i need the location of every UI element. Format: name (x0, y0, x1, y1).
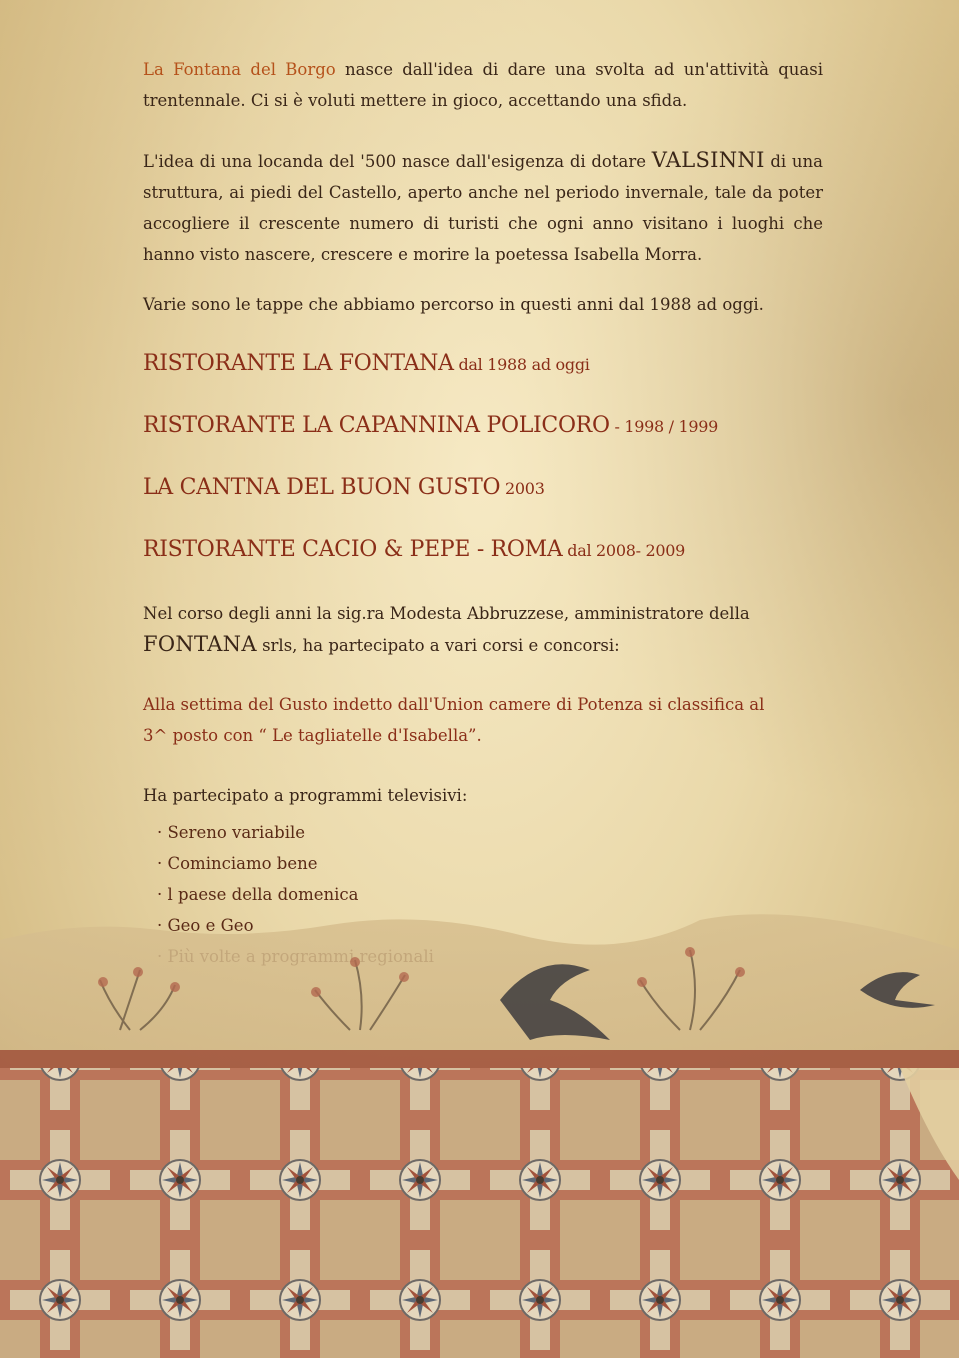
stages-intro: Varie sono le tappe che abbiamo percorso in questi anni dal 1988 ad oggi. (143, 295, 764, 314)
venue-name: RISTORANTE LA FONTANA (143, 351, 454, 376)
history-text-before: L'idea di una locanda del '500 nasce dall'esigenza di dotare (143, 152, 652, 171)
courses-text-after: srls, ha partecipato a vari corsi e concorsi: (256, 636, 620, 655)
venue-item (143, 350, 823, 379)
tv-heading: Ha partecipato a programmi televisivi: (143, 786, 468, 805)
company-name: FONTANA (143, 632, 257, 656)
page-content (143, 54, 823, 972)
venue-item (143, 536, 823, 565)
intro-paragraph (143, 54, 823, 116)
venue-name: RISTORANTE CACIO & PEPE - ROMA (143, 537, 563, 562)
venue-item (143, 412, 823, 441)
fresco-decoration (0, 880, 959, 1358)
tv-program-item: · Sereno variabile (157, 823, 306, 842)
venue-period: 2003 (500, 479, 545, 498)
intro-text: nasce dall'idea di dare una svolta ad un'attività quasi trentennale. Ci si è voluti mettere in gioco, accettando una sfida. (143, 60, 823, 110)
tv-program-item: · Cominciamo bene (157, 854, 318, 873)
courses-text-before: Nel corso degli anni la sig.ra Modesta Abbruzzese, amministratore della (143, 604, 750, 623)
venue-name: RISTORANTE LA CAPANNINA POLICORO (143, 413, 610, 438)
courses-paragraph (143, 598, 823, 661)
history-paragraph (143, 145, 823, 270)
tv-program-item: · Geo e Geo (157, 916, 254, 935)
brand-name: La Fontana del Borgo (143, 60, 336, 79)
venue-item (143, 474, 823, 503)
venue-name: LA CANTNA DEL BUON GUSTO (143, 475, 501, 500)
tv-program-item: · l paese della domenica (157, 885, 359, 904)
venue-period: - 1998 / 1999 (609, 417, 719, 436)
town-name: VALSINNI (651, 148, 765, 172)
venues-list (143, 350, 823, 565)
history-text-after: di una struttura, ai piedi del Castello, aperto anche nel periodo invernale, tale da poter accogliere il crescente numero di turisti che ogni anno visitano i luoghi che hanno visto nascere, crescere e morire la poetessa Isabella Morra. (143, 152, 824, 264)
award-paragraph: Alla settima del Gusto indetto dall'Union camere di Potenza si classifica al 3^ posto con “ Le tagliatelle d'Isabella”. (143, 695, 765, 745)
venue-period: dal 1988 ad oggi (453, 355, 590, 374)
venue-period: dal 2008- 2009 (562, 541, 685, 560)
